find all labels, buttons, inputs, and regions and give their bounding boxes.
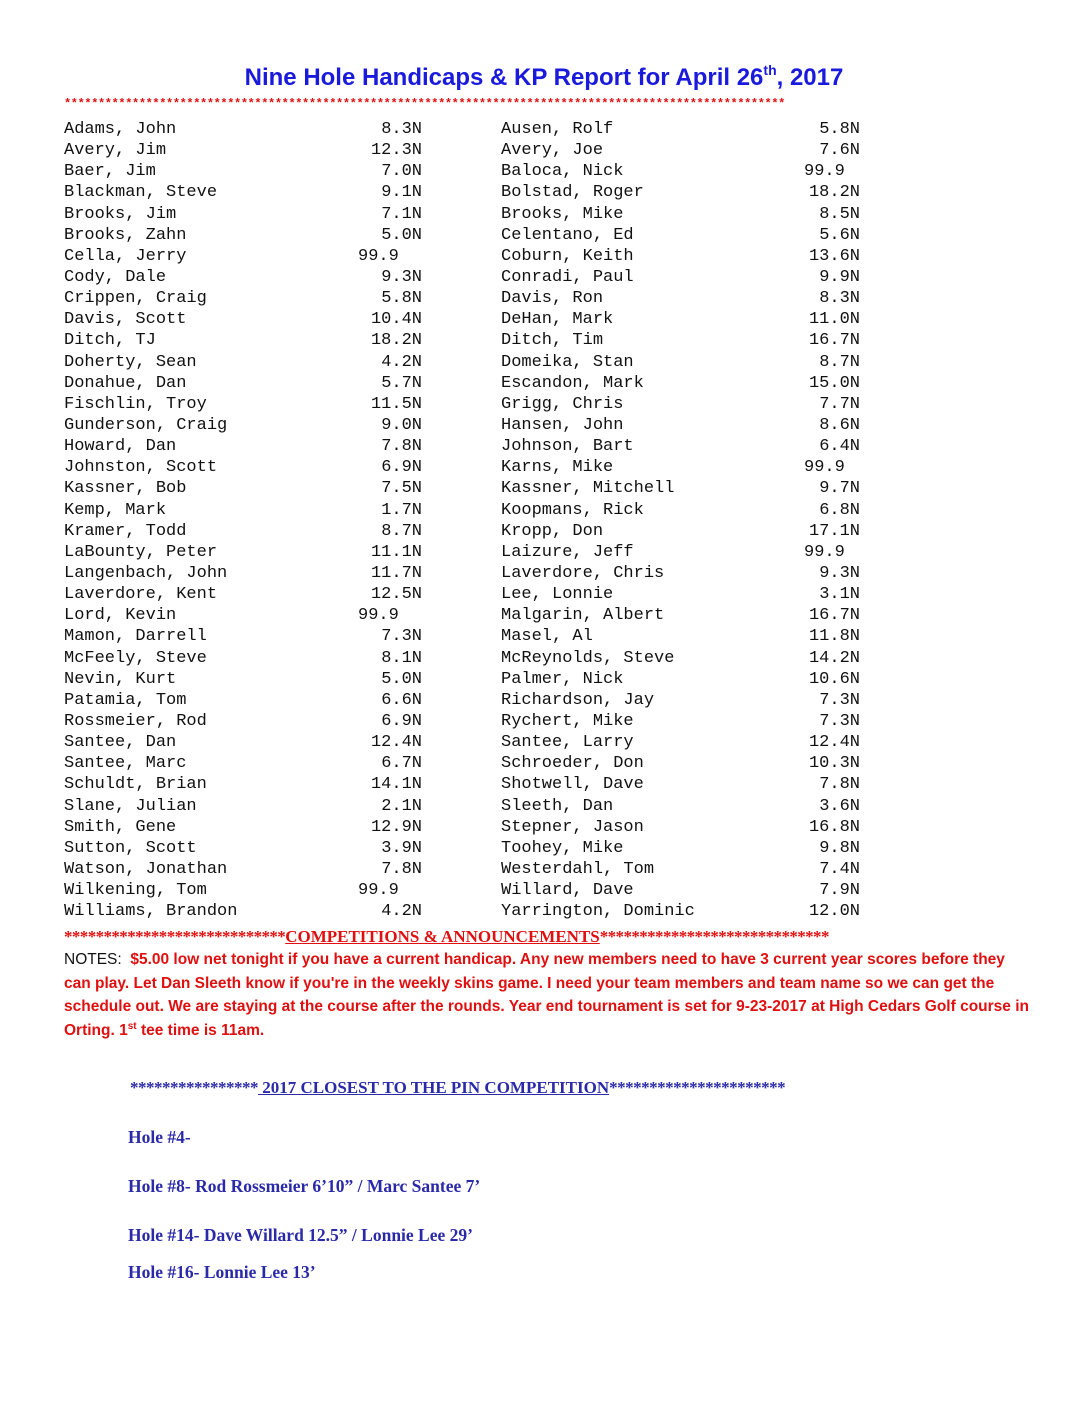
roster-row [64,690,904,711]
hole-14-result: Hole #14- Dave Willard 12.5” / Lonnie Lee 29’ [128,1225,473,1245]
roster-row [64,309,904,330]
player-name-left: Nevin, Kurt [64,669,177,689]
handicap-right: 14.2N [808,648,860,668]
handicap-left: 14.1N [370,775,422,795]
roster-row [64,140,904,161]
player-name-left: Mamon, Darrell [64,627,207,647]
player-name-right: Domeika, Stan [501,352,634,372]
player-name-left: Laverdore, Kent [64,585,218,605]
handicap-left: 5.8N [381,289,422,309]
player-name-right: Karns, Mike [501,458,614,478]
ctp-header [130,1076,1030,1100]
handicap-right: 6.8N [819,500,860,520]
handicap-roster [64,119,904,922]
player-name-right: Masel, Al [501,627,593,647]
handicap-right: 15.0N [808,373,860,393]
roster-row [64,182,904,203]
roster-row [64,859,904,880]
notes-tail: tee time is 11am. [136,1021,265,1039]
handicap-right: 12.0N [808,902,860,922]
roster-row [64,521,904,542]
roster-row [64,753,904,774]
player-name-right: Lee, Lonnie [501,585,614,605]
player-name-right: Koopmans, Rick [501,500,644,520]
player-name-left: Baer, Jim [64,162,156,182]
competitions-stars-left: **************************** [64,927,286,946]
notes-body: $5.00 low net tonight if you have a current handicap. Any new members need to have 3 current year scores before they can play. Let Dan Sleeth know if you're in the weekly skins game. I need your team members and team name so we can get the schedule out. We are staying at the course after the rounds. Year end tournament is set for 9-23-2017 at High Cedars Golf course in Orting. 1 [64,951,1029,1039]
player-name-right: Willard, Dave [501,881,634,901]
player-name-right: Westerdahl, Tom [501,859,655,879]
handicap-left: 11.1N [370,542,422,562]
roster-row [64,457,904,478]
player-name-left: Rossmeier, Rod [64,711,207,731]
handicap-right: 16.7N [808,331,860,351]
roster-row [64,542,904,563]
handicap-left: 12.9N [370,817,422,837]
handicap-left: 7.1N [381,204,422,224]
roster-row [64,796,904,817]
handicap-right: 7.4N [819,859,860,879]
player-name-right: Ausen, Rolf [501,120,614,139]
player-name-right: Kropp, Don [501,521,604,541]
roster-row [64,119,904,140]
roster-row [64,288,904,309]
player-name-left: Brooks, Zahn [64,225,187,245]
player-name-right: Escandon, Mark [501,373,644,393]
player-name-left: Avery, Jim [64,141,167,161]
handicap-left: 4.2N [381,352,422,372]
roster-row [64,563,904,584]
roster-row [64,838,904,859]
handicap-right: 16.7N [808,606,860,626]
star-divider: ********************************************************************************************************** [64,97,785,111]
handicap-left: 7.8N [381,437,422,457]
player-name-left: Donahue, Dan [64,373,187,393]
handicap-right: 99.9 [804,542,845,562]
handicap-right: 9.7N [819,479,860,499]
handicap-left: 99.9 [358,881,399,901]
handicap-left: 6.9N [381,711,422,731]
handicap-right: 9.9N [819,267,860,287]
roster-row [64,415,904,436]
player-name-right: Johnson, Bart [501,437,634,457]
ctp-label: 2017 CLOSEST TO THE PIN COMPETITION [258,1078,610,1097]
notes-label: NOTES: [64,951,122,968]
handicap-right: 13.6N [808,246,860,266]
player-name-right: Coburn, Keith [501,246,634,266]
page-title [0,64,1088,92]
handicap-right: 8.3N [819,289,860,309]
handicap-right: 5.8N [819,120,860,139]
handicap-left: 12.4N [370,733,422,753]
roster-row [64,732,904,753]
competitions-stars-right: ***************************** [599,927,829,946]
roster-row [64,267,904,288]
title-tail: , 2017 [776,64,844,91]
player-name-left: Langenbach, John [64,563,228,583]
handicap-right: 7.6N [819,141,860,161]
ctp-stars-right: ********************** [609,1078,786,1097]
player-name-right: Bolstad, Roger [501,183,644,203]
player-name-left: Kassner, Bob [64,479,187,499]
player-name-right: Yarrington, Dominic [501,902,695,922]
handicap-right: 3.6N [819,796,860,816]
player-name-right: Palmer, Nick [501,669,624,689]
player-name-left: Cella, Jerry [64,246,187,266]
player-name-right: Grigg, Chris [501,394,624,414]
hole-8-result: Hole #8- Rod Rossmeier 6’10” / Marc Santee 7’ [128,1176,481,1196]
notes-superscript: st [127,1020,137,1032]
handicap-left: 3.9N [381,838,422,858]
roster-row [64,711,904,732]
roster-row [64,373,904,394]
player-name-left: Blackman, Steve [64,183,218,203]
player-name-right: Rychert, Mike [501,711,634,731]
handicap-left: 4.2N [381,902,422,922]
handicap-right: 8.6N [819,415,860,435]
player-name-left: Johnston, Scott [64,458,218,478]
handicap-left: 7.3N [381,627,422,647]
player-name-right: Shotwell, Dave [501,775,644,795]
handicap-right: 11.8N [808,627,860,647]
player-name-right: Toohey, Mike [501,838,624,858]
handicap-left: 99.9 [358,606,399,626]
handicap-right: 7.7N [819,394,860,414]
player-name-left: Doherty, Sean [64,352,197,372]
player-name-right: Avery, Joe [501,141,604,161]
handicap-left: 12.3N [370,141,422,161]
player-name-right: Brooks, Mike [501,204,624,224]
player-name-left: Williams, Brandon [64,902,238,922]
roster-row [64,161,904,182]
player-name-left: Davis, Scott [64,310,187,330]
player-name-right: Richardson, Jay [501,690,655,710]
competitions-label: COMPETITIONS & ANNOUNCEMENTS [285,927,600,946]
handicap-right: 99.9 [804,162,845,182]
player-name-left: Ditch, TJ [64,331,156,351]
roster-row [64,500,904,521]
handicap-right: 7.3N [819,711,860,731]
roster-row [64,330,904,351]
handicap-left: 11.5N [370,394,422,414]
handicap-right: 99.9 [804,458,845,478]
player-name-left: Gunderson, Craig [64,415,228,435]
title-superscript: th [763,62,777,78]
player-name-left: Watson, Jonathan [64,859,228,879]
roster-row [64,774,904,795]
handicap-left: 1.7N [381,500,422,520]
handicap-left: 5.0N [381,669,422,689]
handicap-left: 7.0N [381,162,422,182]
player-name-left: Fischlin, Troy [64,394,207,414]
handicap-right: 8.7N [819,352,860,372]
handicap-left: 99.9 [358,246,399,266]
player-name-right: Laizure, Jeff [501,542,634,562]
player-name-right: Celentano, Ed [501,225,634,245]
roster-row [64,648,904,669]
handicap-right: 7.3N [819,690,860,710]
roster-row [64,584,904,605]
handicap-left: 6.6N [381,690,422,710]
player-name-right: Ditch, Tim [501,331,604,351]
player-name-left: Howard, Dan [64,437,177,457]
player-name-right: Kassner, Mitchell [501,479,675,499]
player-name-right: Conradi, Paul [501,267,634,287]
player-name-right: Malgarin, Albert [501,606,665,626]
player-name-left: Kemp, Mark [64,500,167,520]
notes-paragraph [64,948,1029,1042]
player-name-left: Schuldt, Brian [64,775,207,795]
player-name-left: Santee, Marc [64,754,187,774]
handicap-right: 18.2N [808,183,860,203]
player-name-left: Kramer, Todd [64,521,187,541]
handicap-right: 7.8N [819,775,860,795]
player-name-right: Sleeth, Dan [501,796,614,816]
roster-row [64,626,904,647]
handicap-right: 5.6N [819,225,860,245]
handicap-left: 8.3N [381,120,422,139]
handicap-right: 7.9N [819,881,860,901]
player-name-right: Santee, Larry [501,733,634,753]
handicap-right: 9.3N [819,563,860,583]
player-name-right: Hansen, John [501,415,624,435]
player-name-left: Slane, Julian [64,796,197,816]
handicap-left: 9.1N [381,183,422,203]
roster-row [64,880,904,901]
player-name-left: Lord, Kevin [64,606,177,626]
roster-row [64,225,904,246]
player-name-right: DeHan, Mark [501,310,614,330]
handicap-right: 17.1N [808,521,860,541]
handicap-left: 11.7N [370,563,422,583]
handicap-right: 10.3N [808,754,860,774]
player-name-right: McReynolds, Steve [501,648,675,668]
handicap-left: 12.5N [370,585,422,605]
roster-row [64,478,904,499]
roster-row [64,394,904,415]
hole-4-result: Hole #4- [128,1127,191,1147]
roster-row [64,436,904,457]
roster-row [64,901,904,922]
handicap-left: 6.7N [381,754,422,774]
player-name-right: Davis, Ron [501,289,604,309]
handicap-left: 18.2N [370,331,422,351]
roster-row [64,669,904,690]
roster-row [64,817,904,838]
player-name-right: Baloca, Nick [501,162,624,182]
competitions-header [64,926,1024,948]
handicap-left: 9.3N [381,267,422,287]
player-name-left: Wilkening, Tom [64,881,207,901]
roster-row [64,605,904,626]
handicap-right: 6.4N [819,437,860,457]
handicap-left: 7.8N [381,859,422,879]
roster-row [64,246,904,267]
handicap-left: 7.5N [381,479,422,499]
handicap-left: 9.0N [381,415,422,435]
handicap-left: 8.7N [381,521,422,541]
player-name-right: Laverdore, Chris [501,563,665,583]
roster-row [64,204,904,225]
handicap-left: 2.1N [381,796,422,816]
player-name-left: Adams, John [64,120,177,139]
player-name-left: McFeely, Steve [64,648,207,668]
player-name-left: Santee, Dan [64,733,177,753]
player-name-left: Sutton, Scott [64,838,197,858]
player-name-left: Cody, Dale [64,267,167,287]
handicap-right: 3.1N [819,585,860,605]
player-name-right: Schroeder, Don [501,754,644,774]
player-name-left: LaBounty, Peter [64,542,218,562]
handicap-right: 9.8N [819,838,860,858]
player-name-right: Stepner, Jason [501,817,644,837]
player-name-left: Smith, Gene [64,817,177,837]
handicap-right: 11.0N [808,310,860,330]
handicap-right: 16.8N [808,817,860,837]
handicap-right: 10.6N [808,669,860,689]
player-name-left: Crippen, Craig [64,289,207,309]
handicap-left: 6.9N [381,458,422,478]
ctp-stars-left: **************** [130,1078,258,1097]
roster-row [64,352,904,373]
handicap-left: 8.1N [381,648,422,668]
handicap-right: 12.4N [808,733,860,753]
handicap-left: 5.7N [381,373,422,393]
player-name-left: Brooks, Jim [64,204,177,224]
handicap-right: 8.5N [819,204,860,224]
handicap-left: 10.4N [370,310,422,330]
title-main: Nine Hole Handicaps & KP Report for April 26 [244,64,764,91]
player-name-left: Patamia, Tom [64,690,187,710]
hole-16-result: Hole #16- Lonnie Lee 13’ [128,1262,316,1282]
handicap-left: 5.0N [381,225,422,245]
